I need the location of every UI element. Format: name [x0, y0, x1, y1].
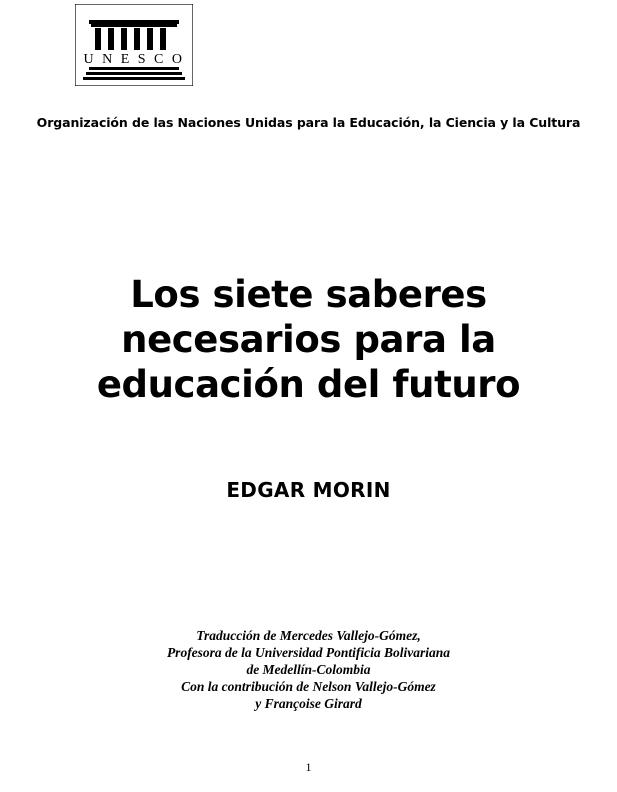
credit-line-3: de Medellín-Colombia	[246, 662, 371, 677]
credit-line-4: Con la contribución de Nelson Vallejo-Gómez	[181, 679, 436, 694]
organization-line: Organización de las Naciones Unidas para la Educación, la Ciencia y la Cultura	[36, 115, 581, 130]
title-line-1: Los siete saberes	[130, 273, 487, 316]
author-name: EDGAR MORIN	[226, 478, 391, 502]
svg-text:U N E S C O: U N E S C O	[83, 52, 185, 67]
credit-line-1: Traducción de Mercedes Vallejo-Gómez,	[196, 628, 421, 643]
document-title	[0, 272, 617, 407]
translation-credits	[0, 627, 617, 712]
unesco-emblem-icon	[75, 4, 193, 86]
page-number: 1	[305, 760, 312, 774]
credit-line-2: Profesora de la Universidad Pontificia Bolivariana	[166, 645, 451, 660]
title-line-2: necesarios para la	[121, 318, 496, 361]
title-line-3: educación del futuro	[96, 363, 521, 406]
unesco-logo	[75, 4, 193, 86]
credit-line-5: y Françoise Girard	[255, 696, 362, 711]
